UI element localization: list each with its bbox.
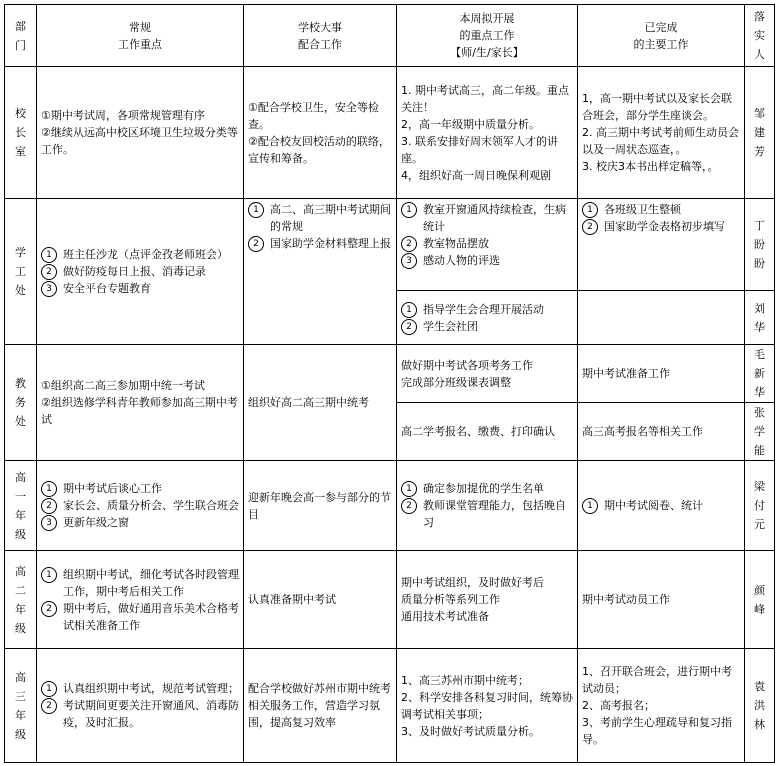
- circled-number: 1: [582, 498, 598, 514]
- owner-student-b: 刘华: [745, 291, 775, 345]
- dept-principal: 校长室: [5, 67, 37, 199]
- header-owner: 落实人: [745, 5, 775, 67]
- student-done-b: [578, 291, 745, 345]
- row-grade2: [5, 551, 775, 649]
- academic-school: 组织好高二高三期中统考: [244, 345, 397, 461]
- circled-number: 1: [582, 202, 598, 218]
- circled-number: 2: [41, 498, 57, 514]
- grade2-done: 期中考试动员工作: [578, 551, 745, 649]
- academic-done-b: 高三高考报名等相关工作: [578, 403, 745, 461]
- circled-number: 2: [582, 219, 598, 235]
- row-principal: [5, 67, 775, 199]
- academic-planned-b: 高二学考报名、缴费、打印确认: [397, 403, 578, 461]
- grade2-planned: 期中考试组织，及时做好考后 质量分析等系列工作 通用技术考试准备: [397, 551, 578, 649]
- circled-number: 1: [41, 247, 57, 263]
- dept-grade1: 高一年级: [5, 461, 37, 551]
- principal-regular: ①期中考试周，各项常规管理有序 ②继续从远高中校区环境卫生垃圾分类等工作。: [37, 67, 244, 199]
- dept-academic: 教务处: [5, 345, 37, 461]
- circled-number: 1: [401, 302, 417, 318]
- circled-number: 1: [41, 481, 57, 497]
- dept-grade2: 高二年级: [5, 551, 37, 649]
- student-school: 1 高二、高三期中考试期间的常规 2 国家助学金材料整理上报: [244, 199, 397, 345]
- student-planned-a: 1 教室开窗通风持续检查，生病统计 2 教室物品摆放 3 感动人物的评选: [397, 199, 578, 291]
- grade1-school: 迎新年晚会高一参与部分的节目: [244, 461, 397, 551]
- row-grade1: [5, 461, 775, 551]
- grade2-regular: 1 组织期中考试，细化考试各时段管理工作，期中考后相关工作 2 期中考后，做好通用音乐美术合格考试相关准备工作: [37, 551, 244, 649]
- circled-number: 1: [401, 481, 417, 497]
- circled-number: 2: [401, 319, 417, 335]
- circled-number: 3: [41, 515, 57, 531]
- owner-grade1: 梁付元: [745, 461, 775, 551]
- grade1-done: 1 期中考试阅卷、统计: [578, 461, 745, 551]
- owner-academic-a: 毛新华: [745, 345, 775, 403]
- academic-done-a: 期中考试准备工作: [578, 345, 745, 403]
- header-row: [5, 5, 775, 67]
- student-done-a: 1 各班级卫生整顿 2 国家助学金表格初步填写: [578, 199, 745, 291]
- circled-number: 1: [41, 681, 57, 697]
- principal-planned: 1. 期中考试高三，高二年级。重点关注！ 2，高一年级期中质量分析。 3. 联系安排好周末领军人才的讲座。 4，组织好高一周日晚保利观剧: [397, 67, 578, 199]
- owner-student-a: 丁盼盼: [745, 199, 775, 291]
- circled-number: 2: [248, 236, 264, 252]
- circled-number: 3: [41, 281, 57, 297]
- row-student-a: [5, 199, 775, 291]
- grade3-regular: 1 认真组织期中考试，规范考试管理； 2 考试期间更要关注开窗通风、消毒防疫，及时汇报。: [37, 649, 244, 763]
- row-academic-a: [5, 345, 775, 403]
- grade2-school: 认真准备期中考试: [244, 551, 397, 649]
- owner-academic-b: 张学能: [745, 403, 775, 461]
- dept-grade3: 高三年级: [5, 649, 37, 763]
- grade3-school: 配合学校做好苏州市期中统考相关服务工作，营造学习氛围，提高复习效率: [244, 649, 397, 763]
- grade3-planned: 1、高三苏州市期中统考； 2、科学安排各科复习时间，统筹协调考试相关事项； 3、及时做好考试质量分析。: [397, 649, 578, 763]
- header-planned: 本周拟开展 的重点工作 【师/生/家长】: [397, 5, 578, 67]
- owner-grade2: 颜峰: [745, 551, 775, 649]
- header-done: 已完成 的主要工作: [578, 5, 745, 67]
- circled-number: 1: [41, 567, 57, 583]
- circled-number: 3: [401, 253, 417, 269]
- owner-principal: 邹建芳: [745, 67, 775, 199]
- dept-student: 学工处: [5, 199, 37, 345]
- weekly-work-table: [4, 4, 775, 763]
- circled-number: 2: [401, 498, 417, 514]
- circled-number: 1: [248, 202, 264, 218]
- owner-grade3: 袁洪林: [745, 649, 775, 763]
- academic-planned-a: 做好期中考试各项考务工作 完成部分班级课表调整: [397, 345, 578, 403]
- academic-regular: ①组织高二高三参加期中统一考试 ②组织选修学科青年教师参加高三期中考试: [37, 345, 244, 461]
- student-regular: 1 班主任沙龙（点评金孜老师班会） 2 做好防疫每日上报、消毒记录 3 安全平台专题教育: [37, 199, 244, 345]
- circled-number: 2: [41, 698, 57, 714]
- circled-number: 1: [401, 202, 417, 218]
- header-regular: 常规 工作重点: [37, 5, 244, 67]
- student-planned-b: 1 指导学生会合理开展活动 2 学生会社团: [397, 291, 578, 345]
- header-dept: 部门: [5, 5, 37, 67]
- header-school: 学校大事 配合工作: [244, 5, 397, 67]
- grade1-planned: 1 确定参加提优的学生名单 2 教师课堂管理能力，包括晚自习: [397, 461, 578, 551]
- principal-school: ①配合学校卫生，安全等检查。 ②配合校友回校活动的联络，宣传和筹备。: [244, 67, 397, 199]
- grade3-done: 1、召开联合班会，进行期中考试动员； 2、高考报名； 3、考前学生心理疏导和复习指导。: [578, 649, 745, 763]
- principal-done: 1，高一期中考试以及家长会联合班会，部分学生座谈会。 2. 高三期中考试考前师生动员会以及一周状态巡查，。 3. 校庆3本书出样定稿等，。: [578, 67, 745, 199]
- row-grade3: [5, 649, 775, 763]
- circled-number: 2: [41, 264, 57, 280]
- grade1-regular: 1 期中考试后谈心工作 2 家长会、质量分析会、学生联合班会 3 更新年级之窗: [37, 461, 244, 551]
- circled-number: 2: [41, 601, 57, 617]
- circled-number: 2: [401, 236, 417, 252]
